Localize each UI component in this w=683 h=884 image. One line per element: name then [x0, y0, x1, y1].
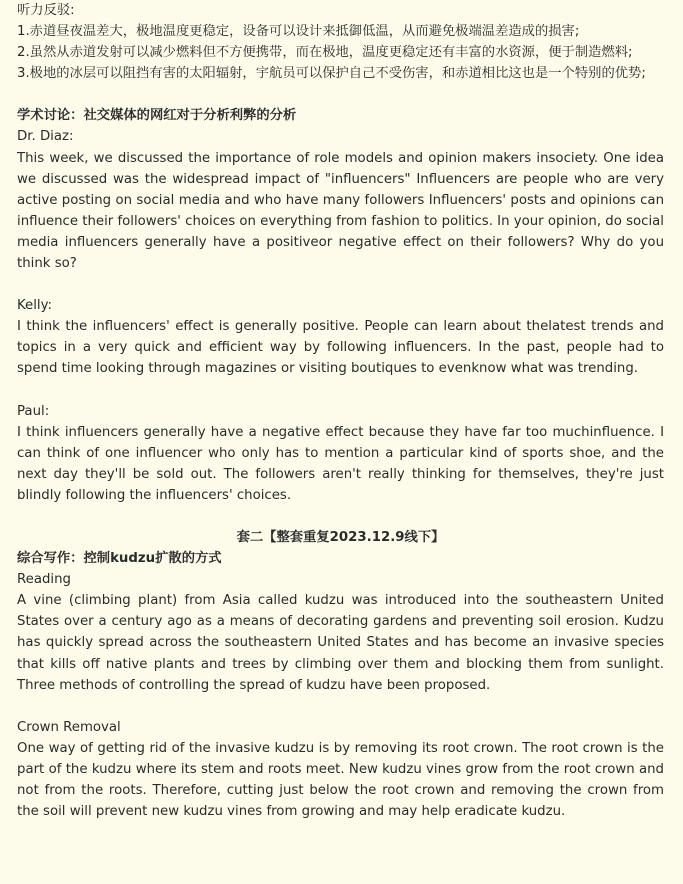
spacer [17, 274, 664, 295]
post-speaker-paul: Paul: [17, 403, 50, 419]
listening-point-2: 2.虽然从赤道发射可以减少燃料但不方便携带，而在极地，温度更稳定还有丰富的水资源，便于制造燃料; [17, 45, 633, 61]
listening-point-3: 3.极地的冰层可以阻挡有害的太阳辐射，宇航员可以保护自己不受伤害，和赤道相比这也是一个特别的优势; [17, 66, 646, 82]
spacer [17, 84, 664, 105]
reading-text: A vine (climbing plant) from Asia called kudzu was introduced into the southeastern United States over a century ago as a means of decorating gardens and preventing soil erosion. Kudzu has quickly spread across the southeastern United States and has become an invasive species that kills off native plants and trees by climbing over them and blocking them from sunlight. Three methods of controlling the spread of kudzu have been proposed. [17, 593, 664, 693]
spacer [17, 696, 664, 717]
crown-removal-text: One way of getting rid of the invasive kudzu is by removing its root crown. The root crown is the part of the kudzu where its stem and roots meet. New kudzu vines grow from the root crown and not from the roots. Therefore, cutting just below the root crown and removing the crown from the soil will prevent new kudzu vines from growing and may help eradicate kudzu. [17, 740, 664, 820]
writing-title: 综合写作：控制kudzu扩散的方式 [17, 551, 222, 567]
post-speaker-kelly: Kelly: [17, 298, 53, 314]
spacer [17, 506, 664, 527]
post-speaker-diaz: Dr. Diaz: [17, 129, 74, 145]
post-text-diaz: This week, we discussed the importance of role models and opinion makers insociety. One idea we discussed was the widespread impact of "influencers" Influencers are people who are very active posting on social media and who have many followers Influencers' posts and opinions can influence their followers' choices on everything from fashion to politics. In your opinion, do social media influencers generally have a positiveor negative effect on their followers? Why do you think so? [17, 150, 664, 272]
listening-heading: 听力反驳: [17, 3, 75, 18]
set2-title: 套二【整套重复2023.12.9线下】 [236, 529, 445, 545]
crown-removal-label: Crown Removal [17, 719, 121, 735]
spacer [17, 380, 664, 401]
post-text-kelly: I think the influencers' effect is generally positive. People can learn about thelatest trends and topics in a very quick and efficient way by following influencers. In the past, people had to spend time looking through magazines or visiting boutiques to evenknow what was trending. [17, 319, 664, 377]
listening-point-1: 1.赤道昼夜温差大，极地温度更稳定，设备可以设计来抵御低温，从而避免极端温差造成的损害; [17, 24, 580, 40]
post-text-paul: I think influencers generally have a negative effect because they have far too muchinfluence. I can think of one influencer who only has to mention a particular kind of sports shoe, and the next day they'll be sold out. The followers aren't really thinking for themselves, they're just blindly following the influencers' choices. [17, 424, 664, 503]
discussion-title: 学术讨论：社交媒体的网红对于分析利弊的分析 [17, 108, 297, 124]
reading-label: Reading [17, 572, 71, 588]
